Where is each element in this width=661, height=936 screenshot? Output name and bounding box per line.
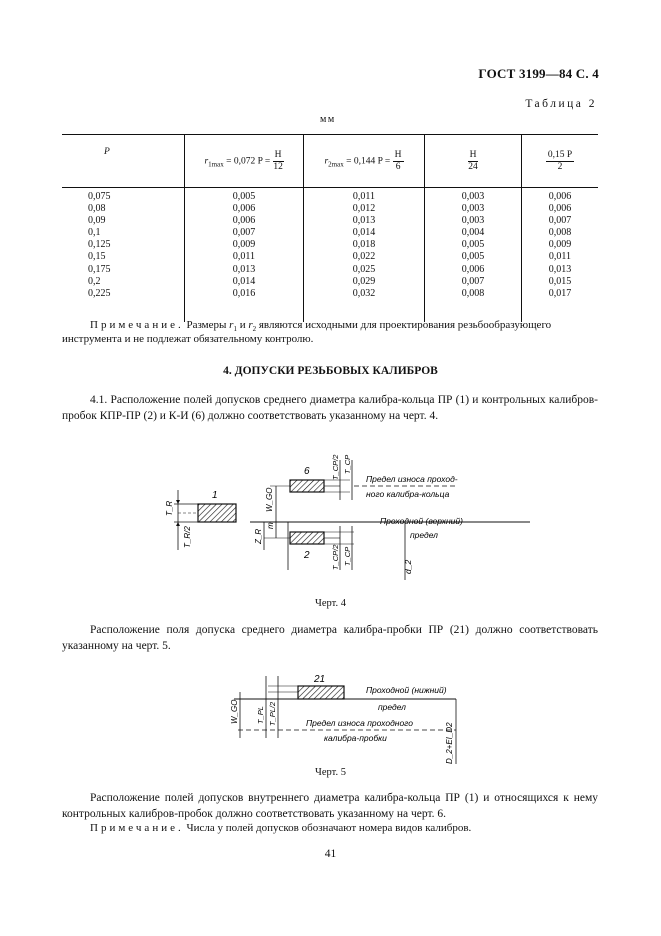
fig5-label-tpl: T_PL — [256, 706, 265, 724]
fig5-text-go-1: Проходной (нижний) — [366, 685, 447, 695]
table-cell: 0,003 — [425, 188, 522, 204]
col-header-r1max: $r_{1max} = 0,072$ P = $\frac{H}{12}$ — [185, 135, 304, 188]
table-cell: 0,004 — [425, 227, 522, 239]
table-cell: 0,003 — [425, 215, 522, 227]
fig4-label-tcp2-bot: T_CP/2 — [331, 544, 340, 570]
fig5-label-tpl2: T_PL/2 — [268, 701, 277, 726]
table-header-row — [62, 135, 598, 188]
table-cell: 0,075 — [88, 191, 111, 202]
fig5-label-d2: D_2+EI_D2 — [445, 722, 454, 764]
table-cell: 0,005 — [425, 239, 522, 251]
table-cell: 0,008 — [522, 227, 599, 239]
tolerance-field-21 — [298, 686, 344, 699]
table-cell: 0,013 — [522, 264, 599, 276]
fig5-text-wear-2: калибра-пробки — [324, 733, 387, 743]
fig4-label-tcp2-top: T_CP/2 — [331, 454, 340, 480]
fig4-text-wear-1: Предел износа проход- — [366, 474, 458, 484]
table-unit: мм — [320, 114, 336, 125]
table-cell: 0,005 — [185, 188, 304, 204]
table-cell: 0,007 — [185, 227, 304, 239]
table-cell: 0,013 — [304, 215, 425, 227]
table-cell: 0,029 — [304, 276, 425, 288]
fig4-label-m: m — [266, 522, 275, 529]
table-row — [62, 203, 598, 215]
fig4-label-2: 2 — [304, 550, 310, 561]
figure-4-diagram — [150, 440, 620, 585]
page-header-title: ГОСТ 3199—84 С. 4 — [478, 66, 599, 81]
table-cell: 0,006 — [522, 188, 599, 204]
table-cell: 0,016 — [185, 288, 304, 300]
paragraph-4-1: 4.1. Расположение полей допусков среднего диаметра калибра-кольца ПР (1) и контрольных калибров-пробок КПР-ПР (2) и К-И (6) должно соответствовать указанному на черт. 4. — [62, 394, 598, 422]
table-row — [62, 276, 598, 288]
fig4-text-go-2: предел — [410, 530, 438, 540]
paragraph-fig6: Расположение полей допусков внутреннего диаметра калибра-кольца ПР (1) и относящихся к нему контрольных калибров-пробок должно соответствовать указанному на черт. 6. — [62, 792, 598, 820]
col-header-r2max: $r_{2max} = 0,144$ P = $\frac{H}{6}$ — [304, 135, 425, 188]
page-number: 41 — [324, 848, 337, 860]
tolerance-field-2 — [290, 532, 324, 544]
paragraph-fig5: Расположение поля допуска среднего диаметра калибра-пробки ПР (21) должно соответствовать указанному на черт. 5. — [62, 624, 598, 652]
table-cell: 0,007 — [425, 276, 522, 288]
table-cell: 0,013 — [185, 264, 304, 276]
col-header-h24: $\frac{H}{24}$ — [425, 135, 522, 188]
table-cell: 0,125 — [88, 239, 111, 251]
fig4-label-tr: T_R — [165, 500, 174, 516]
table-cell: 0,017 — [522, 288, 599, 300]
table-cell: 0,2 — [88, 275, 101, 287]
table-row — [62, 251, 598, 263]
fig5-text-wear-1: Предел износа проходного — [306, 718, 413, 728]
table-row — [62, 215, 598, 227]
table-note: Примечание. Размеры $r_1$ и $r_2$ являются исходными для проектирования резьбообразующего — [90, 319, 552, 334]
fig5-label-wgo: W_GO — [230, 699, 239, 724]
figure-4-caption: Черт. 4 — [315, 598, 346, 609]
table-cell: 0,007 — [522, 215, 599, 227]
table-row — [62, 188, 598, 204]
table-cell: 0,006 — [185, 215, 304, 227]
table-cell: 0,015 — [522, 276, 599, 288]
table-cell: 0,014 — [185, 276, 304, 288]
fig4-text-wear-2: ного калибра-кольца — [366, 489, 450, 499]
fig4-text-go-1: Проходной (верхний) — [380, 516, 463, 526]
figure-5-caption: Черт. 5 — [315, 767, 346, 778]
table-cell: 0,009 — [185, 239, 304, 251]
tolerance-field-1 — [198, 504, 236, 522]
fig4-label-1: 1 — [212, 490, 218, 501]
table-cell: 0,006 — [522, 203, 599, 215]
section-title: 4. ДОПУСКИ РЕЗЬБОВЫХ КАЛИБРОВ — [223, 365, 438, 377]
fig4-label-tcp-top: T_CP — [343, 454, 352, 474]
table-note-line2: инструмента и не подлежат обязательному контролю. — [62, 333, 314, 345]
table-cell: 0,009 — [522, 239, 599, 251]
table-cell: 0,008 — [425, 288, 522, 300]
table-cell: 0,014 — [304, 227, 425, 239]
table-cell: 0,011 — [185, 251, 304, 263]
fig4-label-tr2: T_R/2 — [183, 526, 192, 548]
fig4-label-zr: Z_R — [254, 528, 263, 544]
table-cell: 0,011 — [522, 251, 599, 263]
table-cell: 0,022 — [304, 251, 425, 263]
table-cell: 0,175 — [88, 263, 111, 275]
table-cell: 0,1 — [88, 227, 101, 239]
fig5-text-go-2: предел — [378, 702, 406, 712]
fig4-label-wgo: W_GO — [265, 487, 274, 512]
table-cell: 0,025 — [304, 264, 425, 276]
table-cell: 0,006 — [425, 264, 522, 276]
fig4-label-tcp-bot: T_CP — [343, 546, 352, 566]
table-row — [62, 227, 598, 239]
tolerance-table — [62, 134, 598, 322]
table-cell: 0,012 — [304, 203, 425, 215]
table-cell: 0,006 — [185, 203, 304, 215]
table-cell: 0,225 — [88, 287, 111, 299]
table-cell: 0,005 — [425, 251, 522, 263]
table-cell: 0,003 — [425, 203, 522, 215]
col-header-015p: $\frac{0,15 P}{2}$ — [522, 135, 599, 188]
tolerance-field-6 — [290, 480, 324, 492]
fig5-label-21: 21 — [314, 674, 326, 685]
table-cell: 0,032 — [304, 288, 425, 300]
table-cell: 0,011 — [304, 188, 425, 204]
fig4-label-6: 6 — [304, 466, 310, 477]
table-cell: 0,09 — [88, 215, 106, 227]
fig4-label-d2: d_2 — [403, 559, 413, 574]
figure-note: Примечание. Числа у полей допусков обозначают номера видов калибров. — [90, 822, 472, 834]
table-cell: 0,08 — [88, 203, 106, 215]
table-row — [62, 288, 598, 300]
figure-5-diagram — [220, 668, 480, 768]
table-row — [62, 239, 598, 251]
table-cell: 0,018 — [304, 239, 425, 251]
table-cell: 0,15 — [88, 251, 106, 263]
table-row — [62, 264, 598, 276]
col-header-p: P — [62, 135, 185, 188]
table-caption: Таблица 2 — [525, 98, 597, 110]
